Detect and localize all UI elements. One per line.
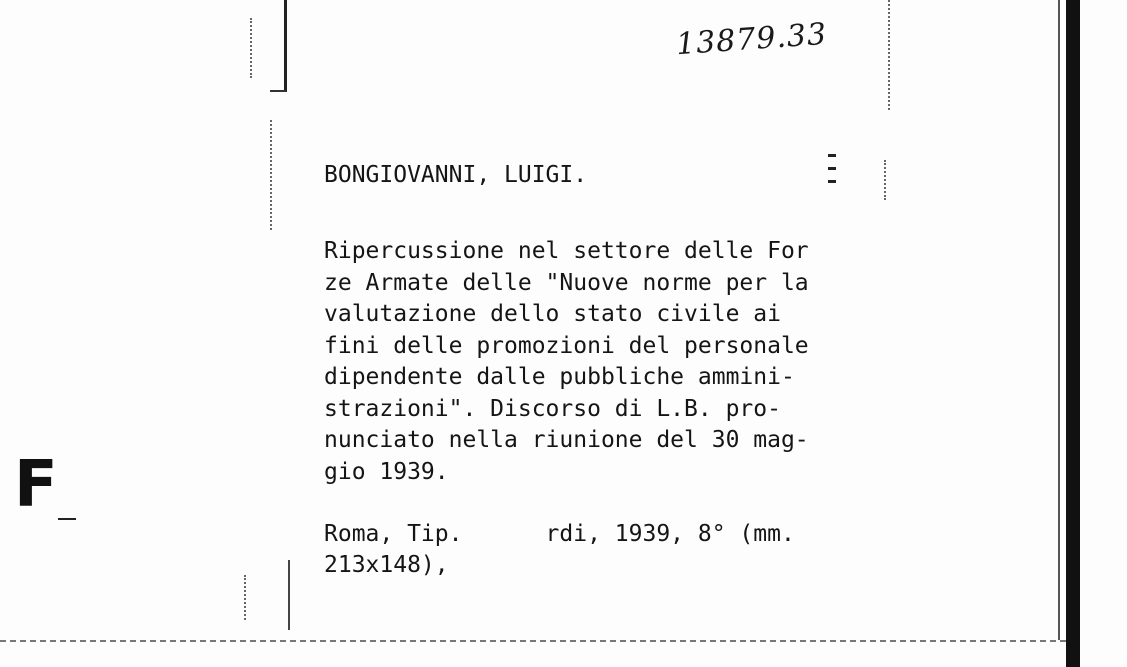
scan-right-border (1066, 0, 1080, 667)
author-heading: BONGIOVANNI, LUIGI. (324, 162, 588, 188)
margin-letter: F (14, 448, 58, 522)
margin-letter-underline (58, 518, 76, 520)
title-line: fini delle promozioni del personale (324, 332, 809, 359)
punch-marks (828, 154, 842, 198)
card-bottom-edge (0, 640, 1066, 644)
imprint (324, 519, 795, 581)
dotted-mark-right (884, 160, 890, 200)
dotted-mark-bottom-left (244, 575, 250, 620)
handwritten-catalog-number: 13879.33 (674, 16, 829, 63)
title-line: ze Armate delle "Nuove norme per la (324, 269, 809, 296)
title-line: nunciato nella riunione del 30 mag- (324, 427, 809, 453)
card-left-edge-tick (270, 90, 286, 92)
title-line: gio 1939. (324, 458, 449, 485)
card-left-edge-lower (288, 560, 290, 630)
title-line: dipendente dalle pubbliche ammini- (324, 364, 795, 390)
title-description (324, 236, 884, 488)
title-line: valutazione dello stato civile ai (324, 301, 781, 327)
imprint-line: 213x148), (324, 552, 449, 578)
imprint-line: Roma, Tip. rdi, 1939, 8° (mm. (324, 521, 795, 547)
title-line: Ripercussione nel settore delle For (324, 238, 809, 264)
title-line: strazioni". Discorso di L.B. pro- (324, 395, 781, 422)
dotted-mark-top-right (888, 0, 894, 110)
dotted-mark-top-left (250, 18, 256, 78)
card-left-edge (284, 0, 287, 92)
card-right-edge (1058, 0, 1060, 640)
dotted-mark-left (270, 120, 276, 230)
